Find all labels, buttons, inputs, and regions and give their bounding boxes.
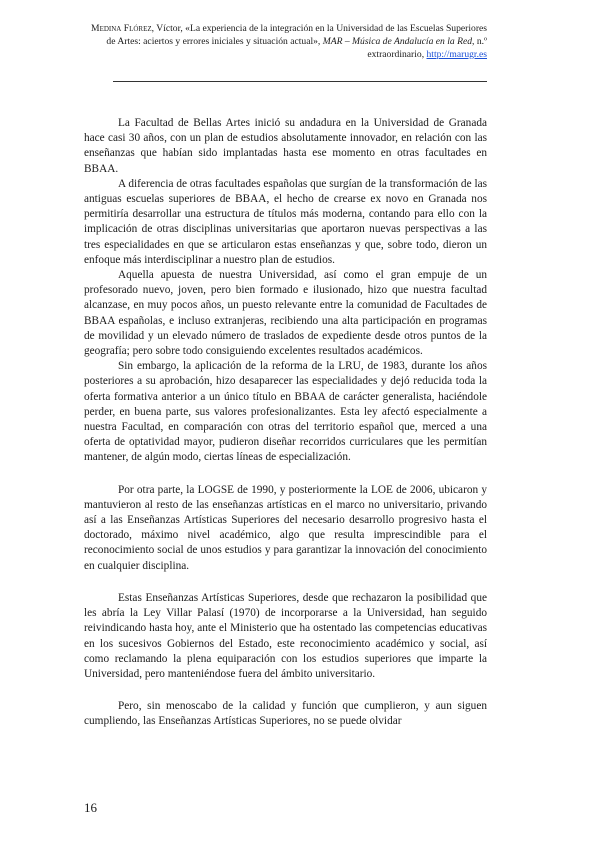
journal-title: MAR – Música de Andalucía en la Red xyxy=(322,36,473,47)
paragraph: Por otra parte, la LOGSE de 1990, y posteriormente la LOE de 2006, ubicaron y mantuvieron al resto de las enseñanzas artísticas en el marco no universitario, privando así a las Enseñanzas Artísticas Superiores del necesario desarrollo progresivo hasta el doctorado, máximo nivel académico, algo que resulta imprescindible para el reconocimiento social de unos estudios y para garantizar la innovación del conocimiento en cualquier disciplina. xyxy=(84,483,487,572)
citation-text: , Víctor, «La experiencia de la integración en la Universidad de las Escuelas Superiores de Artes: aciertos y errores iniciales y situación actual», xyxy=(106,23,487,47)
paragraph: A diferencia de otras facultades españolas que surgían de la transformación de las antiguas escuelas superiores de BBAA, el hecho de crearse ex novo en Granada nos permitiría desarrollar una estructura de títulos más moderna, contando para ello con la implicación de otras disciplinas universitarias que aportaron nuevas perspectivas a las tres especialidades en que se articularon estas enseñanzas y que, sobre todo, dieron un enfoque más interdisciplinar a nuestro plan de estudios. xyxy=(84,177,487,266)
journal-url-link[interactable]: http://marugr.es xyxy=(426,49,487,60)
running-header xyxy=(87,22,487,61)
paragraph: La Facultad de Bellas Artes inició su andadura en la Universidad de Granada hace casi 30 años, con un plan de estudios absolutamente innovador, en relación con las enseñanzas que habían sido implantadas hasta ese momento en otras facultades en BBAA. xyxy=(84,117,487,175)
page-number: 16 xyxy=(84,800,97,815)
paragraph: Pero, sin menoscabo de la calidad y función que cumplieron, y aun siguen cumpliendo, las Enseñanzas Artísticas Superiores, no se puede olvidar xyxy=(84,700,487,728)
body-text xyxy=(84,116,487,730)
issue-text: , n.º extraordinario, xyxy=(367,36,487,60)
paragraph: Sin embargo, la aplicación de la reforma de la LRU, de 1983, durante los años posteriores a su aprobación, hizo desaparecer las especialidades y dejó reducida toda la oferta formativa anterior a un único título en BBAA de carácter generalista, haciéndole perder, en buena parte, sus valores profesionalizantes. Esta ley afectó especialmente a nuestra Facultad, en comparación con otras del territorio español que, merced a una oferta de optatividad mayor, pudieron diseñar recorridos curriculares que les permitían mantener, de algún modo, ciertas líneas de especialización. xyxy=(84,360,487,464)
paragraph: Aquella apuesta de nuestra Universidad, así como el gran empuje de un profesorado nuevo, joven, pero bien formado e ilusionado, hizo que nuestra facultad alcanzase, en muy pocos años, un puesto relevante entre la comunidad de Facultades de BBAA españolas, e incluso extranjeras, recibiendo una alta participación en programas de movilidad y un elevado número de traslados de expediente desde otros puntos de la geografía; pero sobre todo consiguiendo excelentes resultados académicos. xyxy=(84,269,487,358)
header-rule xyxy=(113,81,487,82)
author-surname: Medina Flórez xyxy=(91,23,152,34)
paragraph: Estas Enseñanzas Artísticas Superiores, desde que rechazaron la posibilidad que les abría la Ley Villar Palasí (1970) de incorporarse a la Universidad, han seguido reivindicando hasta hoy, ante el Ministerio que ha ostentado las competencias educativas en los sucesivos Gobiernos del Estado, este reconocimiento académico y social, así como reclamando la plena equiparación con los estudios superiores que imparte la Universidad, pero manteniéndose fuera del ámbito universitario. xyxy=(84,591,487,680)
